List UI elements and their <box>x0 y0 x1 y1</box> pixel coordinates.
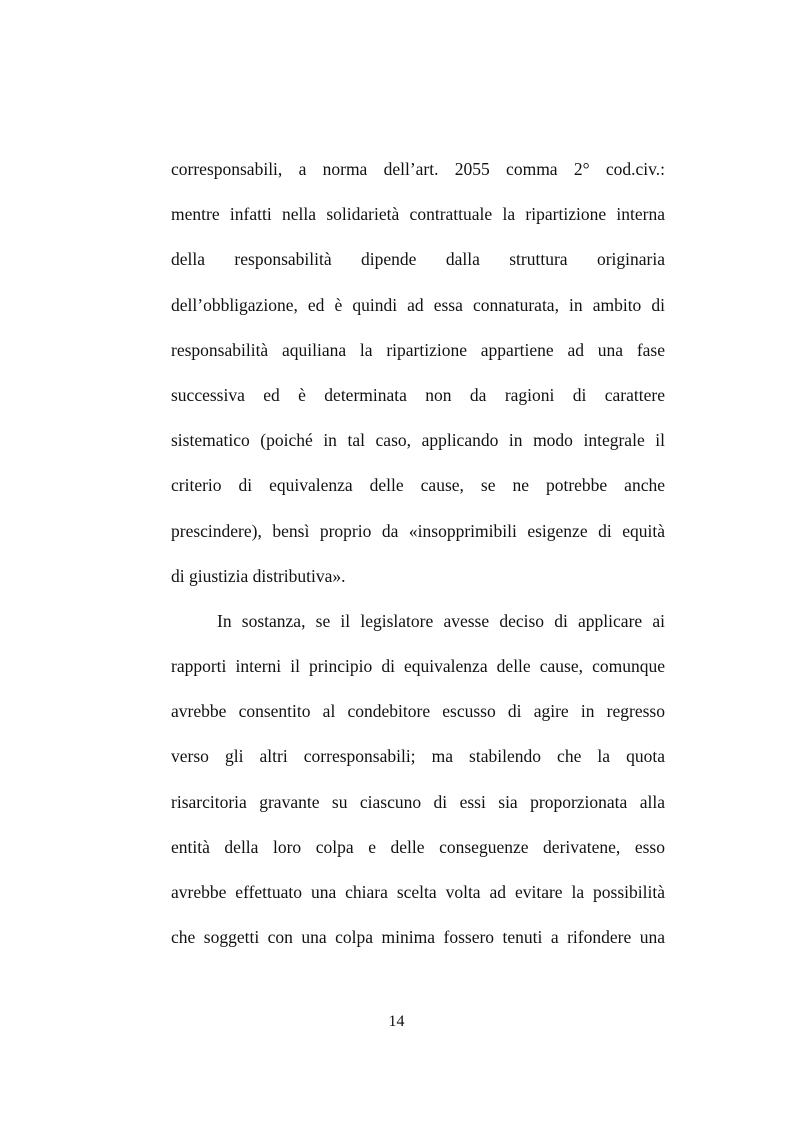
text-line: che soggetti con una colpa minima fossero tenuti a rifondere una <box>171 927 665 948</box>
text-line: entità della loro colpa e delle conseguenze derivatene, esso <box>171 836 665 857</box>
text-line: prescindere), bensì proprio da «insopprimibili esigenze di equità <box>171 520 665 541</box>
text-line: avrebbe effettuato una chiara scelta volta ad evitare la possibilità <box>171 882 665 902</box>
text-line: della responsabilità dipende dalla struttura originaria <box>171 249 665 270</box>
page-number: 14 <box>388 1013 405 1030</box>
text-line: sistematico (poiché in tal caso, applicando in modo integrale il <box>171 430 665 451</box>
text-line: di giustizia distributiva». <box>171 565 346 586</box>
text-line: criterio di equivalenza delle cause, se ne potrebbe anche <box>171 475 665 496</box>
text-line: successiva ed è determinata non da ragioni di carattere <box>171 384 665 405</box>
text-line: mentre infatti nella solidarietà contrattuale la ripartizione interna <box>171 204 665 225</box>
text-line: rapporti interni il principio di equivalenza delle cause, comunque <box>171 656 665 677</box>
text-line: dell’obbligazione, ed è quindi ad essa connaturata, in ambito di <box>171 294 665 315</box>
text-line: responsabilità aquiliana la ripartizione appartiene ad una fase <box>171 339 665 360</box>
text-line: avrebbe consentito al condebitore escusso di agire in regresso <box>171 701 665 722</box>
text-line: verso gli altri corresponsabili; ma stabilendo che la quota <box>171 746 665 767</box>
text-line: corresponsabili, a norma dell’art. 2055 comma 2° cod.civ.: <box>171 159 665 179</box>
paragraph-first-line: In sostanza, se il legislatore avesse deciso di applicare ai <box>217 610 665 631</box>
text-line: risarcitoria gravante su ciascuno di essi sia proporzionata alla <box>171 791 665 812</box>
body-text <box>171 147 665 960</box>
